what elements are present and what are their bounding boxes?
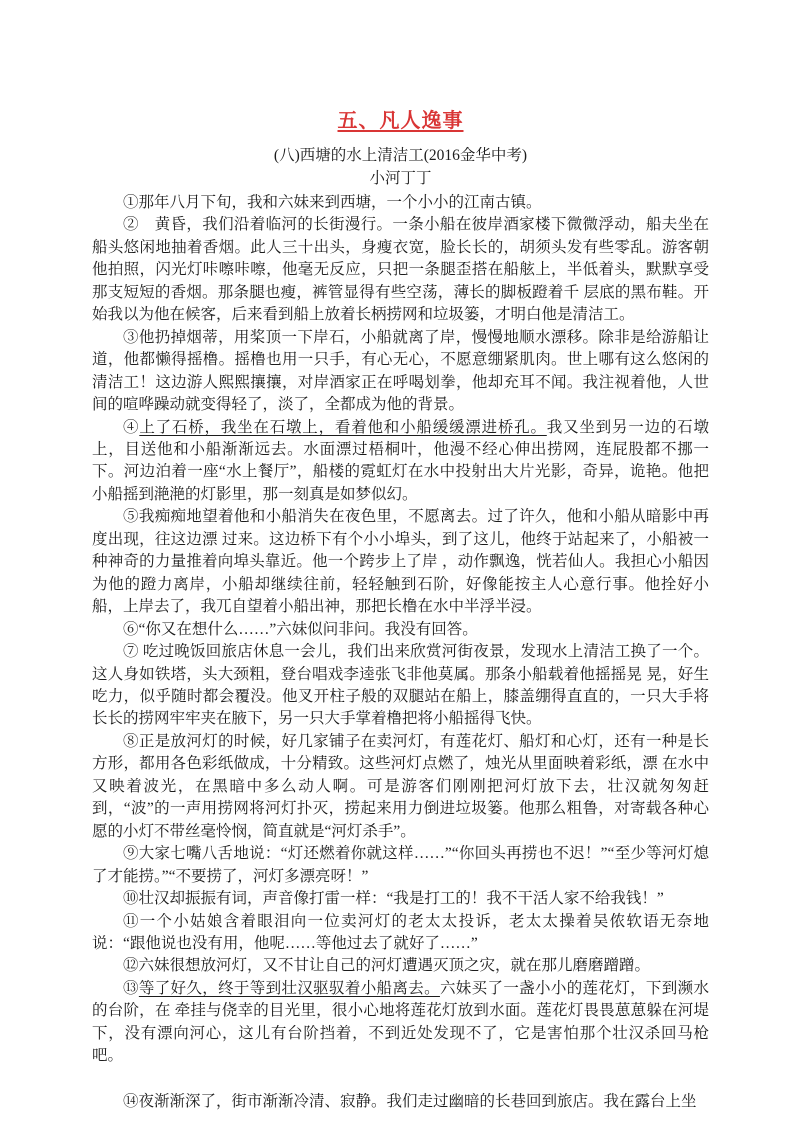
paragraph (92, 506, 709, 618)
paragraph (92, 192, 709, 214)
passage-heading: (八)西塘的水上清洁工(2016金华中考) (273, 147, 528, 164)
author-name: 小河丁丁 (369, 169, 432, 187)
sentence-text: ② 黄昏，我们沿着临河的长街漫行。一条小船在彼岸酒家楼下微微浮动，船夫坐在船头悠闲地抽着香烟。此人三十出头，身瘦衣宽，脸长长的，胡须头发有些零乱。游客朝他拍照，闪光灯咔嚓咔嚓，他毫无反应，只把一条腿歪搭在船舷上，半低着头，默默享受那支短短的香烟。那条腿也瘦，裤管显得有些空荡，薄长的脚板蹬着千 层底的黑布鞋。开始我以为他在候客，后来看到船上放着长柄捞网和垃圾篓，才明白他是清洁工。 (92, 216, 709, 324)
sentence-text: ⑧正是放河灯的时候，好几家铺子在卖河灯，有莲花灯、船灯和心灯，还有一种是长方形，都用各色彩纸做成，十分精致。这些河灯点燃了，烛光从里面映着彩纸，漂 在水中又映着波光，在黑暗中多么动人啊。可是游客们刚刚把河灯放下去，壮汉就匆匆赶到，“波”的一声用捞网将河灯扑灭，捞起来用力倒进垃圾篓。他那么粗鲁，对寄载各种心愿的小灯不带丝毫怜悯，简直就是“河灯杀手”。 (92, 732, 709, 840)
passage-body (92, 192, 709, 1113)
paragraph (92, 327, 709, 417)
underlined-sentence: 等了好久，终于等到壮汉驱驭着小船离去。 (138, 979, 440, 997)
paragraph (92, 1091, 709, 1113)
paragraph (92, 619, 709, 641)
sentence-text: ⑦ 吃过晚饭回旅店休息一会儿，我们出来欣赏河街夜景，发现水上清洁工换了一个。这人身如铁塔，头大颈粗，登台唱戏李逵张飞非他莫属。那条小船载着他摇摇晃 晃，好生吃力，似乎随时都会覆没。他叉开柱子般的双腿站在船上，膝盖绷得直直的，一只大手将长长的捞网牢牢夹在腋下，另一只大手掌着橹把将小船摇得飞快。 (92, 643, 709, 728)
sentence-text: ⑬ (123, 979, 139, 997)
sentence-text: ⑤我痴痴地望着他和小船消失在夜色里，不愿离去。过了许久，他和小船从暗影中再度出现，往这边漂 过来。这边桥下有个小小埠头，到了这儿，他终于站起来了，小船被一种神奇的力量推着向埠头靠近。他一个跨步上了岸 ，动作飘逸，恍若仙人。我担心小船因为他的蹬力离岸，小船却继续往前，轻轻触到石阶，好像能按主人心意行事。他拴好小船，上岸去了，我兀自望着小船出神，那把长橹在水中半浮半浸。 (92, 508, 709, 616)
sentence-text: ⑥“你又在想什么……”六妹似问非问。我没有回答。 (123, 620, 478, 638)
sentence-text: 我又坐到另一边的石墩上，目送他和小船渐渐远去。水面漂过梧桐叶，他漫不经心伸出捞网，连屁股都不挪一下。河边泊着一座“水上餐厅”，船楼的霓虹灯在水中投射出大片光影，奇异，诡艳。他把小船摇到滟滟的灯影里，那一刻真是如梦似幻。 (92, 418, 709, 503)
sentence-text: ⑨大家七嘴八舌地说：“灯还燃着你就这样……”“你回头再捞也不迟！”“至少等河灯熄了才能捞。”“不要捞了，河灯多漂亮呀！” (92, 845, 709, 885)
paragraph (92, 888, 709, 910)
sentence-text: ①那年八月下旬，我和六妹来到西塘，一个小小的江南古镇。 (123, 194, 542, 211)
sentence-text: ③他扔掉烟蒂，用桨顶一下岸石，小船就离了岸，慢慢地顺水漂移。除非是给游船让道，他都懒得摇橹。摇橹也用一只手，有心无心，不愿意绷紧肌肉。世上哪有这么悠闲的清洁工！这边游人熙熙攘攘，对岸酒家正在呼喝划拳，他却充耳不闻。我注视着他，人世间的喧哗躁动就变得轻了，淡了，全都成为他的背景。 (92, 328, 709, 414)
sentence-text: ⑪一个小姑娘含着眼泪向一位卖河灯的老太太投诉，老太太操着吴侬软语无奈地说：“跟他说也没有用，他呢……等他过去了就好了……” (92, 912, 709, 952)
sentence-text: ④ (123, 418, 140, 436)
sentence-text: ⑫六妹很想放河灯，又不甘让自己的河灯遭遇灭顶之灾，就在那儿磨磨蹭蹭。 (123, 957, 651, 975)
paragraph (92, 978, 709, 1068)
page-title-text: 五、凡人逸事 (337, 110, 464, 132)
paragraph (92, 417, 709, 507)
paragraph (92, 731, 709, 843)
sentence-text: 六妹买了一盏小小的莲花灯，下到濒水的台阶，在 牵挂与侥幸的目光里，很小心地将莲花灯放到水面。莲花灯畏畏葸葸躲在河堤下，没有漂向河心，这儿有台阶挡着，不到近处发现不了，它是害怕那个壮汉杀回马枪吧。 (92, 979, 709, 1065)
paragraph (92, 214, 709, 326)
underlined-sentence: 上了石桥，我坐在石墩上，看着他和小船缓缓漂进桥孔。 (139, 418, 547, 436)
paragraph (92, 843, 709, 888)
paragraph (92, 641, 709, 731)
paragraph (92, 911, 709, 956)
paragraph (92, 955, 709, 977)
page-title (92, 104, 709, 133)
sentence-text: ⑭夜渐渐深了，街市渐渐冷清、寂静。我们走过幽暗的长巷回到旅店。我在露台上坐 (123, 1092, 697, 1110)
sentence-text: ⑩壮汉却振振有词，声音像打雷一样：“我是打工的！我不干活人家不给我钱！” (123, 890, 664, 908)
